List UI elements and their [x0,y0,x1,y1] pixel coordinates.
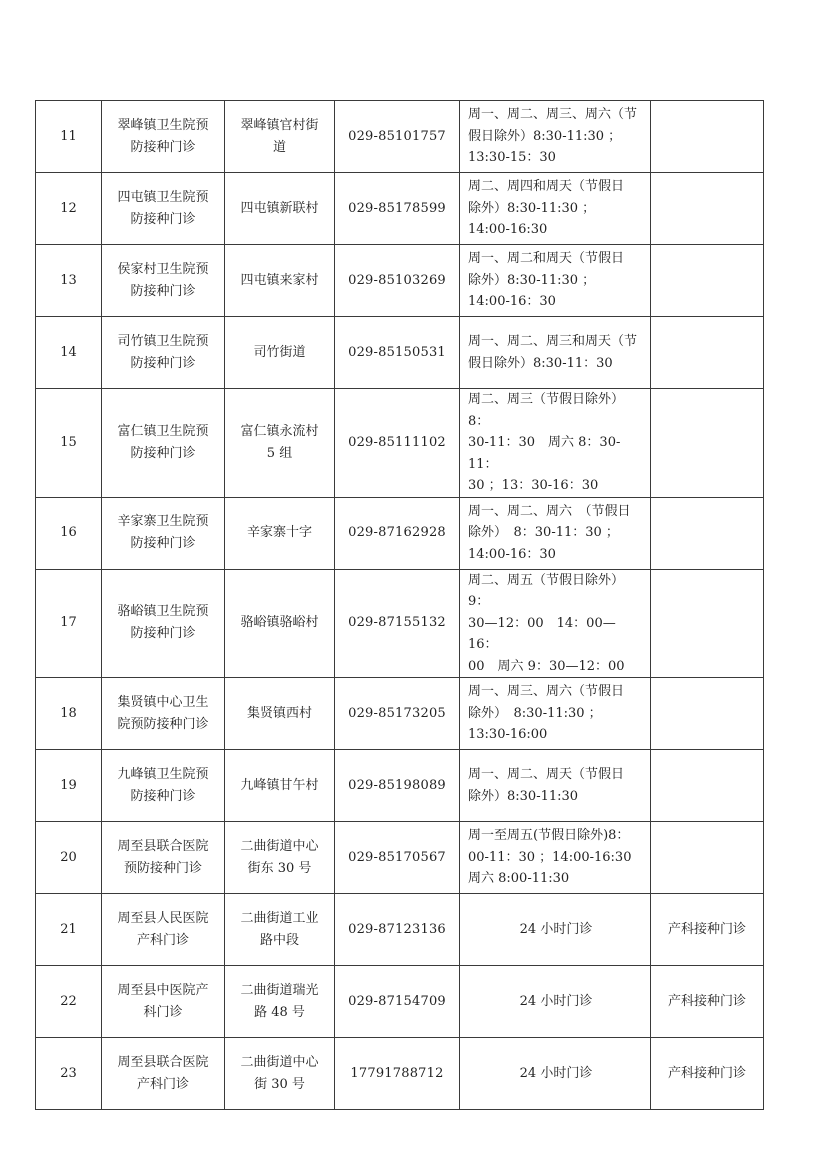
clinic-hours: 周二、周四和周天（节假日 除外）8:30-11:30 ； 14:00-16:30 [460,173,651,245]
clinic-address: 二曲街道中心 街东 30 号 [225,822,335,894]
clinic-phone: 029-87154709 [335,966,460,1038]
clinic-phone: 029-85101757 [335,101,460,173]
row-number: 23 [36,1038,102,1110]
row-number: 21 [36,894,102,966]
clinic-phone: 029-85178599 [335,173,460,245]
clinic-phone: 029-87162928 [335,497,460,569]
clinic-name: 翠峰镇卫生院预 防接种门诊 [102,101,225,173]
clinic-hours: 周一、周三、周六（节假日 除外） 8:30-11:30 ； 13:30-16:00 [460,678,651,750]
clinic-note: 产科接种门诊 [651,966,764,1038]
row-number: 14 [36,317,102,389]
clinic-phone: 029-85173205 [335,678,460,750]
row-number: 16 [36,497,102,569]
clinic-name: 周至县中医院产 科门诊 [102,966,225,1038]
clinic-phone: 029-85150531 [335,317,460,389]
clinic-hours: 周一、周二、周六 （节假日 除外） 8：30-11：30 ； 14:00-16：30 [460,497,651,569]
clinic-hours: 周一、周二、周三、周六（节 假日除外）8:30-11:30 ； 13:30-15：30 [460,101,651,173]
clinic-name: 四屯镇卫生院预 防接种门诊 [102,173,225,245]
clinic-name: 辛家寨卫生院预 防接种门诊 [102,497,225,569]
clinic-phone: 029-85103269 [335,245,460,317]
clinic-hours: 周二、周三（节假日除外）8： 30-11：30 周六 8：30-11： 30 ；13：30-16：30 [460,389,651,498]
clinic-hours: 周二、周五（节假日除外）9： 30—12：00 14：00—16： 00 周六 9：30—12：00 [460,569,651,678]
clinic-note [651,750,764,822]
clinic-note [651,497,764,569]
table-row [36,245,764,317]
vaccination-clinic-table [35,100,764,1110]
table-row [36,389,764,498]
clinic-phone: 029-85198089 [335,750,460,822]
clinic-note [651,822,764,894]
clinic-address: 骆峪镇骆峪村 [225,569,335,678]
row-number: 22 [36,966,102,1038]
clinic-name: 富仁镇卫生院预 防接种门诊 [102,389,225,498]
row-number: 12 [36,173,102,245]
clinic-note: 产科接种门诊 [651,894,764,966]
clinic-name: 周至县联合医院 产科门诊 [102,1038,225,1110]
clinic-hours: 24 小时门诊 [460,966,651,1038]
clinic-phone: 17791788712 [335,1038,460,1110]
clinic-address: 四屯镇来家村 [225,245,335,317]
clinic-hours: 周一、周二和周天（节假日 除外）8:30-11:30 ； 14:00-16：30 [460,245,651,317]
clinic-note [651,389,764,498]
clinic-address: 九峰镇甘午村 [225,750,335,822]
row-number: 15 [36,389,102,498]
table-row [36,822,764,894]
table-row [36,1038,764,1110]
clinic-note [651,317,764,389]
table-row [36,569,764,678]
table-row [36,497,764,569]
clinic-note [651,245,764,317]
clinic-address: 翠峰镇官村街 道 [225,101,335,173]
table-row [36,750,764,822]
table-row [36,317,764,389]
table-row [36,966,764,1038]
clinic-address: 二曲街道瑞光 路 48 号 [225,966,335,1038]
clinic-hours: 周一、周二、周三和周天（节 假日除外）8:30-11：30 [460,317,651,389]
clinic-name: 九峰镇卫生院预 防接种门诊 [102,750,225,822]
clinic-note [651,101,764,173]
clinic-note [651,678,764,750]
clinic-hours: 周一至周五(节假日除外)8： 00-11：30 ；14:00-16:30 周六 8:00-11:30 [460,822,651,894]
clinic-phone: 029-87155132 [335,569,460,678]
table-body [36,101,764,1110]
clinic-note [651,569,764,678]
row-number: 20 [36,822,102,894]
clinic-address: 富仁镇永流村 5 组 [225,389,335,498]
clinic-phone: 029-87123136 [335,894,460,966]
clinic-name: 侯家村卫生院预 防接种门诊 [102,245,225,317]
clinic-address: 二曲街道中心 街 30 号 [225,1038,335,1110]
row-number: 11 [36,101,102,173]
clinic-phone: 029-85111102 [335,389,460,498]
clinic-phone: 029-85170567 [335,822,460,894]
row-number: 13 [36,245,102,317]
clinic-hours: 24 小时门诊 [460,894,651,966]
table-row [36,894,764,966]
row-number: 18 [36,678,102,750]
clinic-address: 二曲街道工业 路中段 [225,894,335,966]
clinic-note: 产科接种门诊 [651,1038,764,1110]
clinic-note [651,173,764,245]
clinic-address: 辛家寨十字 [225,497,335,569]
clinic-address: 四屯镇新联村 [225,173,335,245]
row-number: 19 [36,750,102,822]
table-row [36,678,764,750]
clinic-hours: 24 小时门诊 [460,1038,651,1110]
clinic-hours: 周一、周二、周天（节假日 除外）8:30-11:30 [460,750,651,822]
clinic-address: 司竹街道 [225,317,335,389]
clinic-address: 集贤镇西村 [225,678,335,750]
table-row [36,101,764,173]
row-number: 17 [36,569,102,678]
clinic-name: 周至县联合医院 预防接种门诊 [102,822,225,894]
clinic-name: 集贤镇中心卫生 院预防接种门诊 [102,678,225,750]
clinic-name: 骆峪镇卫生院预 防接种门诊 [102,569,225,678]
clinic-name: 周至县人民医院 产科门诊 [102,894,225,966]
table-row [36,173,764,245]
clinic-name: 司竹镇卫生院预 防接种门诊 [102,317,225,389]
